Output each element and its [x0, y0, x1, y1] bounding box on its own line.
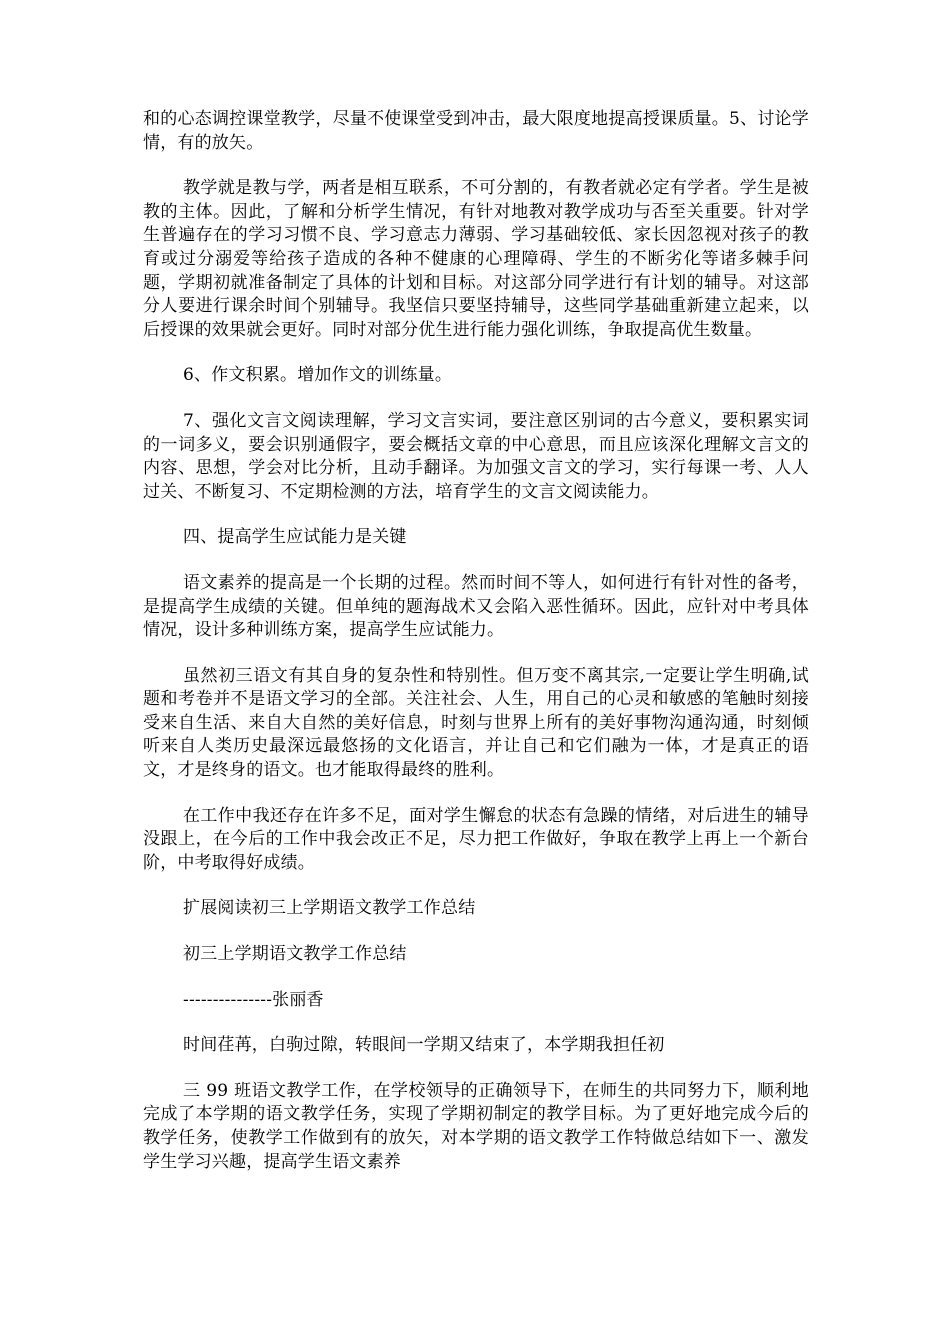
article-title: 初三上学期语文教学工作总结	[183, 944, 407, 965]
paragraph: 在工作中我还存在许多不足，面对学生懈怠的状态有急躁的情绪，对后进生的辅导没跟上，在今后的工作中我会改正不足，尽力把工作做好，争取在教学上再上一个新台阶，中考取得好成绩。	[143, 805, 809, 873]
paragraph: 教学就是教与学，两者是相互联系，不可分割的，有教者就必定有学者。学生是被教的主体。因此，了解和分析学生情况，有针对地教对教学成功与否至关重要。针对学生普遍存在的学习习惯不良、学习意志力薄弱、学习基础较低、家长因忽视对孩子的教育或过分溺爱等给孩子造成的各种不健康的心理障碍、学生的不断劣化等诸多棘手问题，学期初就准备制定了具体的计划和目标。对这部分同学进行有计划的辅导。对这部分人要进行课余时间个别辅导。我坚信只要坚持辅导，这些同学基础重新建立起来，以后授课的效果就会更好。同时对部分优生进行能力强化训练，争取提高优生数量。	[143, 178, 809, 340]
paragraph: 和的心态调控课堂教学，尽量不使课堂受到冲击，最大限度地提高授课质量。5、讨论学情，有的放矢。	[143, 109, 809, 153]
paragraph-gap	[143, 921, 809, 943]
paragraph-gap	[143, 1058, 809, 1080]
paragraph-gap	[143, 388, 809, 410]
paragraph-gap	[143, 504, 809, 526]
section-heading: 四、提高学生应试能力是关键	[183, 527, 407, 548]
paragraph-gap	[143, 155, 809, 177]
paragraph-gap	[143, 643, 809, 665]
extended-reading-heading: 扩展阅读初三上学期语文教学工作总结	[183, 898, 476, 919]
paragraph: 语文素养的提高是一个长期的过程。然而时间不等人，如何进行有针对性的备考，是提高学生成绩的关键。但单纯的题海战术又会陷入恶性循环。因此，应针对中考具体情况，设计多种训练方案，提高学生应试能力。	[143, 572, 809, 641]
paragraph: 7、强化文言文阅读理解，学习文言实词，要注意区别词的古今意义，要积累实词的一词多义，要会识别通假字，要会概括文章的中心意思，而且应该深化理解文言文的内容、思想，学会对比分析，且动手翻译。为加强文言文的学习，实行每课一考、人人过关、不断复习、不定期检测的方法，培育学生的文言文阅读能力。	[143, 410, 809, 502]
paragraph-gap	[143, 783, 809, 805]
paragraph-gap	[143, 967, 809, 989]
paragraph: 三 99 班语文教学工作，在学校领导的正确领导下，在师生的共同努力下，顺利地完成了本学期的语文教学任务，实现了学期初制定的教学目标。为了更好地完成今后的教学任务，使教学工作做到有的放矢，对本学期的语文教学工作特做总结如下一、激发学生学习兴趣，提高学生语文素养	[143, 1080, 809, 1172]
document-body	[143, 108, 809, 1174]
author-line: ---------------张丽香	[183, 989, 324, 1010]
paragraph: 时间荏苒，白驹过隙，转眼间一学期又结束了，本学期我担任初	[183, 1035, 665, 1056]
paragraph-gap	[143, 342, 809, 364]
paragraph-gap	[143, 875, 809, 897]
paragraph-gap	[143, 1012, 809, 1034]
paragraph-gap	[143, 550, 809, 572]
paragraph: 6、作文积累。增加作文的训练量。	[183, 365, 453, 386]
paragraph: 虽然初三语文有其自身的复杂性和特别性。但万变不离其宗,一定要让学生明确,试题和考卷并不是语文学习的全部。关注社会、人生，用自己的心灵和敏感的笔触时刻接受来自生活、来自大自然的美好信息，时刻与世界上所有的美好事物沟通沟通，时刻倾听来自人类历史最深远最悠扬的文化语言，并让自己和它们融为一体，才是真正的语文，才是终身的语文。也才能取得最终的胜利。	[143, 665, 809, 781]
